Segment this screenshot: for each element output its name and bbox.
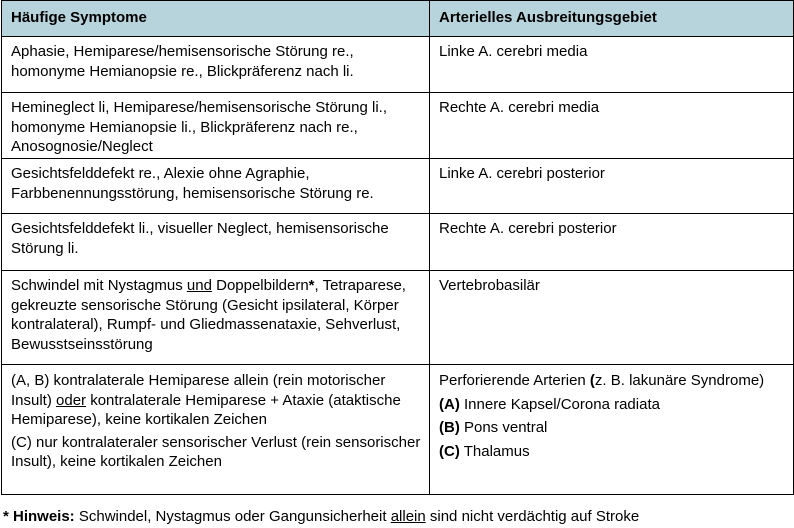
footnote-text: sind nicht verdächtig auf Stroke	[425, 508, 640, 525]
footnote-label: * Hinweis:	[3, 508, 75, 525]
symptoms-cell: Gesichtsfelddefekt li., visueller Neglect, hemisensorische Störung li.	[2, 214, 430, 271]
footnote	[3, 507, 639, 526]
symptoms-text: (A, B) kontralaterale Hemiparese allein (rein motorischer Insult)	[11, 372, 386, 409]
symptoms-cell: Aphasie, Hemiparese/hemisensorische Störung re., homonyme Hemianopsie re., Blickpräferenz nach li.	[2, 37, 430, 93]
stroke-territory-table	[1, 0, 794, 495]
table-row	[2, 37, 794, 93]
table-row	[2, 93, 794, 159]
territory-cell	[430, 365, 794, 495]
territory-cell: Rechte A. cerebri media	[430, 93, 794, 159]
header-symptoms: Häufige Symptome	[2, 1, 430, 37]
territory-cell: Linke A. cerebri media	[430, 37, 794, 93]
underlined-und: und	[186, 277, 212, 294]
territory-cell: Vertebrobasilär	[430, 271, 794, 365]
footnote-marker: *	[308, 277, 315, 294]
header-territory: Arterielles Ausbreitungsgebiet	[430, 1, 794, 37]
symptoms-cell: Hemineglect li, Hemiparese/hemisensorische Störung li., homonyme Hemianopsie li., Blickpräferenz nach re., Anosognosie/Neglect	[2, 93, 430, 159]
underlined-oder: oder	[56, 391, 87, 409]
table-header-row	[2, 1, 794, 37]
territory-item-b: (B) Pons ventral	[439, 419, 548, 437]
footnote-text: Schwindel, Nystagmus oder Gangunsicherheit	[74, 508, 391, 525]
symptoms-cell	[2, 365, 430, 495]
underlined-allein: allein	[390, 508, 426, 525]
territory-cell: Linke A. cerebri posterior	[430, 159, 794, 214]
table-row	[2, 271, 794, 365]
table-row	[2, 159, 794, 214]
symptoms-paragraph-ab	[11, 371, 423, 430]
table-row	[2, 214, 794, 271]
symptoms-text: kontralaterale Hemiparese + Ataxie (ataktische Hemiparese), keine kortikalen Zeichen	[11, 391, 401, 429]
territory-item-a: (A) Innere Kapsel/Corona radiata	[439, 395, 660, 413]
territory-item-c: (C) Thalamus	[439, 442, 530, 460]
symptoms-cell	[2, 271, 430, 365]
symptoms-text: Doppelbildern	[211, 277, 309, 294]
symptoms-cell: Gesichtsfelddefekt re., Alexie ohne Agraphie, Farbbenennungsstörung, hemisensorische Störung re.	[2, 159, 430, 214]
territory-title: Perforierende Arterien (z. B. lakunäre Syndrome)	[439, 372, 765, 389]
table-row	[2, 365, 794, 495]
symptoms-text: , Tetraparese, gekreuzte sensorische Störung (Gesicht ipsilateral, Körper kontralateral), Rumpf- und Gliedmassenataxie, Sehverlust, Bewusstseinsstörung	[11, 277, 406, 353]
territory-cell: Rechte A. cerebri posterior	[430, 214, 794, 271]
symptoms-paragraph-c: (C) nur kontralateraler sensorischer Verlust (rein sensorischer Insult), keine kortikalen Zeichen	[11, 433, 421, 471]
symptoms-text: Schwindel mit Nystagmus	[11, 277, 187, 294]
